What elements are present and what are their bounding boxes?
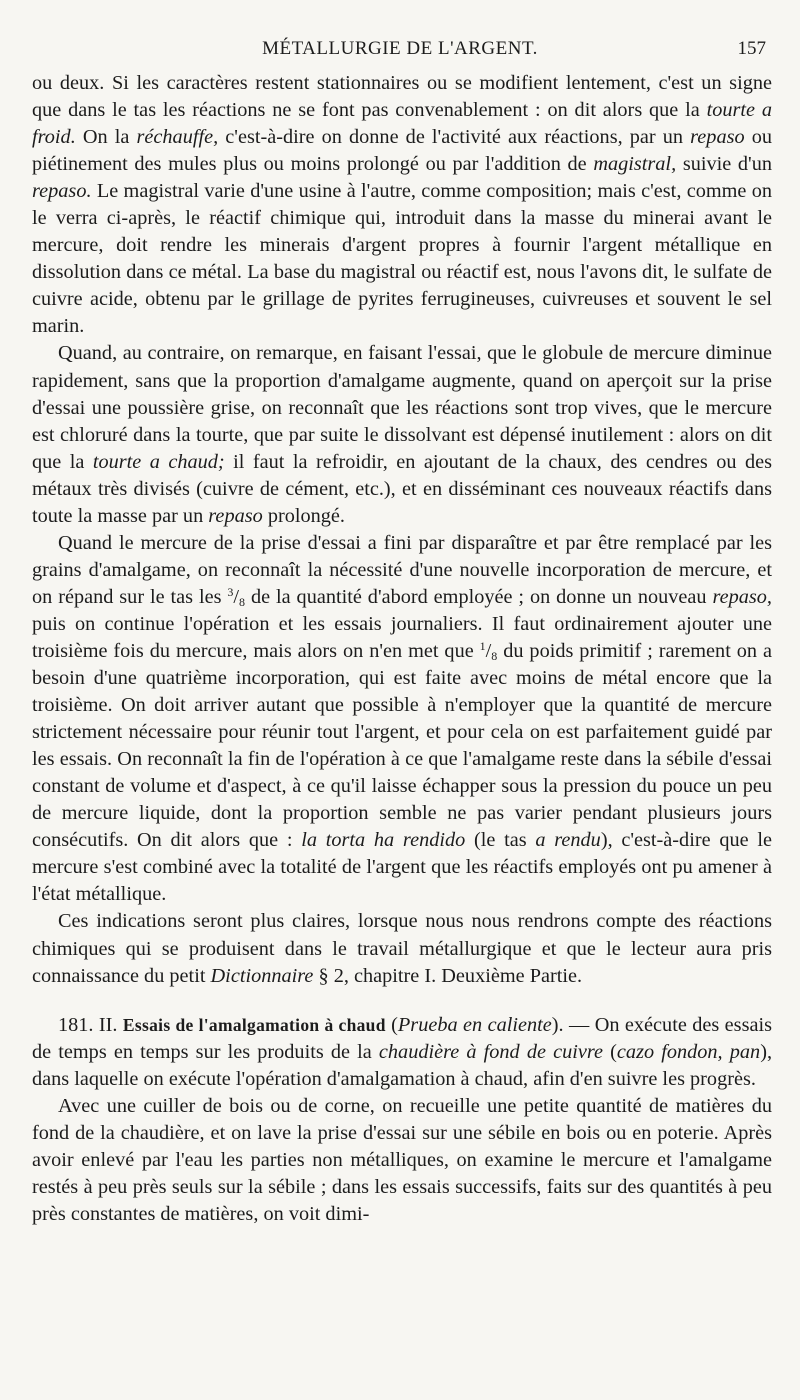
text: ( (603, 1040, 617, 1063)
paragraph-1 (32, 70, 772, 340)
text: prolongé. (262, 504, 345, 527)
page-number: 157 (737, 38, 766, 59)
italic-term: chaudière à fond de cuivre (378, 1040, 604, 1063)
text: ), dans laquelle on exécute l'opération d'amalgamation à chaud, afin d'en suivre les progrès. (32, 1040, 773, 1090)
section-roman: II. (98, 1013, 118, 1036)
text: ), c'est-à-dire que le mercure s'est combiné avec la totalité de l'argent que les réactifs employés ont pu amener à l'état métallique. (32, 829, 772, 906)
paragraph-2 (32, 340, 772, 529)
italic-term: tourte a froid. (32, 99, 772, 149)
text: du poids primitif ; rarement on a besoin d'une quatrième incorporation, qui est faite avec moins de métal encore que la troisième. On doit arriver autant que possible à n'employer que la quantité de mercure strictement nécessaire pour réunir tout l'argent, et pour cela on est parfaitement guidé par les essais. On reconnaît la fin de l'opération à ce que l'amalgame reste dans la sébile d'essai constant de volume et d'aspect, à ce qu'il laisse échapper sous la pression du pouce un peu de mercure liquide, dont la proportion semble ne pas varier pendant plusieurs jours consécutifs. On dit alors que : (32, 639, 772, 852)
fraction-denominator: 8 (491, 648, 498, 663)
italic-term: repaso (208, 504, 263, 527)
text: On la (75, 126, 137, 149)
italic-term: a rendu (535, 829, 601, 852)
text: Le magistral varie d'une usine à l'autre, comme composition; mais c'est, comme on le verra ci-après, le réactif chimique qui, introduit dans la masse du minerai avant le mercure, doit rendre les minerais d'argent propres à fournir l'argent métallique en dissolution dans ce métal. La base du magistral ou réactif est, nous l'avons dit, le sulfate de cuivre acide, obtenu par le grillage de pyrites ferrugineuses, cuivreuses et souvent le sel marin. (32, 180, 772, 338)
text: ). — On exécute des essais de temps en temps sur les produits de la (32, 1013, 773, 1063)
text: suivie d'un (676, 153, 772, 176)
fraction-denominator: 8 (239, 594, 246, 609)
paragraph-6 (32, 1093, 772, 1228)
page-body (32, 70, 772, 1228)
italic-term: repaso, (712, 585, 772, 608)
text: de la quantité d'abord employée ; on donne un nouveau (245, 585, 713, 608)
section-heading: Essais de l'amalgamation à chaud (122, 1014, 386, 1035)
text: c'est-à-dire on donne de l'activité aux réactions, par un (218, 126, 691, 149)
running-head: MÉTALLURGIE DE L'ARGENT. (262, 38, 538, 59)
italic-term: la torta ha rendido (301, 829, 466, 852)
italic-term: repaso (690, 126, 745, 149)
text: puis on continue l'opération et les essais journaliers. Il faut ordinairement ajouter une troisième fois du mercure, mais alors on n'en met que (32, 612, 772, 662)
text: Quand, au contraire, on remarque, en faisant l'essai, que le globule de mercure diminue rapidement, sans que la proportion d'amalgame augmente, quand on aperçoit sur la prise d'essai une poussière grise, on reconnaît que les réactions sont trop vives, que le mercure est chloruré dans la tourte, que par suite le dissolvant est dépensé inutilement : alors on dit que la (32, 342, 772, 473)
paragraph-3: Quand le mercure de la prise d'essai a fini par disparaître et par être remplacé par les grains d'amalgame, on reconnaît la nécessité d'une nouvelle incorporation de mercure, et on répand sur le tas les $^3/_8$ de la quantité d'abord employée ; on donne un nouveau repaso, puis on continue l'opération et les essais journaliers. Il faut ordinairement ajouter une troisième fois du mercure, mais alors on n'en met que $^1/_8$ du poids primitif ; rarement on a besoin d'une quatrième incorporation, qui est faite avec moins de métal encore que la troisième. On doit arriver autant que possible à n'employer que la quantité de mercure strictement nécessaire pour réunir tout l'argent, et pour cela on est parfaitement guidé par les essais. On reconnaît la fin de l'opération à ce que l'amalgame reste dans la sébile d'essai constant de volume et d'aspect, à ce qu'il laisse échapper sous la pression du pouce un peu de mercure liquide, dont la proportion semble ne pas varier pendant plusieurs jours consécutifs. On dit alors que : la torta ha rendido (le tas a rendu), c'est-à-dire que le mercure s'est combiné avec la totalité de l'argent que les réactifs employés ont pu amener à l'état métallique. (32, 531, 772, 906)
italic-term: réchauffe, (136, 126, 219, 149)
section-number: 181. (58, 1013, 94, 1036)
italic-term: tourte a chaud; (92, 450, 225, 473)
text: ou piétinement des mules plus ou moins prolongé ou par l'addition de (32, 126, 773, 176)
text: (le tas (465, 829, 536, 852)
text: Quand le mercure de la prise d'essai a fini par disparaître et par être remplacé par les grains d'amalgame, on reconnaît la nécessité d'une nouvelle incorporation de mercure, et on répand sur le tas les (32, 531, 772, 608)
text: Avec une cuiller de bois ou de corne, on recueille une petite quantité de matières du fond de la chaudière, et on lave la prise d'essai sur une sébile en bois ou en poterie. Après avoir enlevé par l'eau les parties non métalliques, on examine le mercure et l'amalgame restés à peu près seuls sur la sébile ; dans les essais successifs, faits sur des quantités à peu près constantes de matières, on voit dimi- (32, 1094, 772, 1225)
text: ( (385, 1013, 398, 1036)
text: ou deux. Si les caractères restent stationnaires ou se modifient lentement, c'est un signe que dans le tas les réactions ne se font pas convenablement : on dit alors que la (32, 72, 772, 122)
page-header (0, 38, 800, 66)
italic-term: Dictionnaire (210, 964, 314, 987)
italic-term: cazo fondon, pan (616, 1040, 761, 1063)
paragraph-4 (32, 908, 772, 989)
fraction-numerator: 3 (227, 584, 234, 599)
italic-term: Prueba en caliente (397, 1013, 552, 1036)
text: § 2, chapitre I. Deuxième Partie. (313, 964, 583, 987)
italic-term: magistral, (593, 153, 677, 176)
text: Ces indications seront plus claires, lorsque nous nous rendrons compte des réactions chimiques qui se produisent dans le travail métallurgique et que le lecteur aura pris connaissance du petit (32, 910, 772, 987)
section-181 (32, 1012, 772, 1093)
fraction-numerator: 1 (479, 638, 486, 653)
text: il faut la refroidir, en ajoutant de la chaux, des cendres ou des métaux très divisés (cuivre de cément, etc.), et en disséminant ces nouveaux réactifs dans toute la masse par un (32, 450, 773, 527)
italic-term: repaso. (32, 180, 92, 203)
